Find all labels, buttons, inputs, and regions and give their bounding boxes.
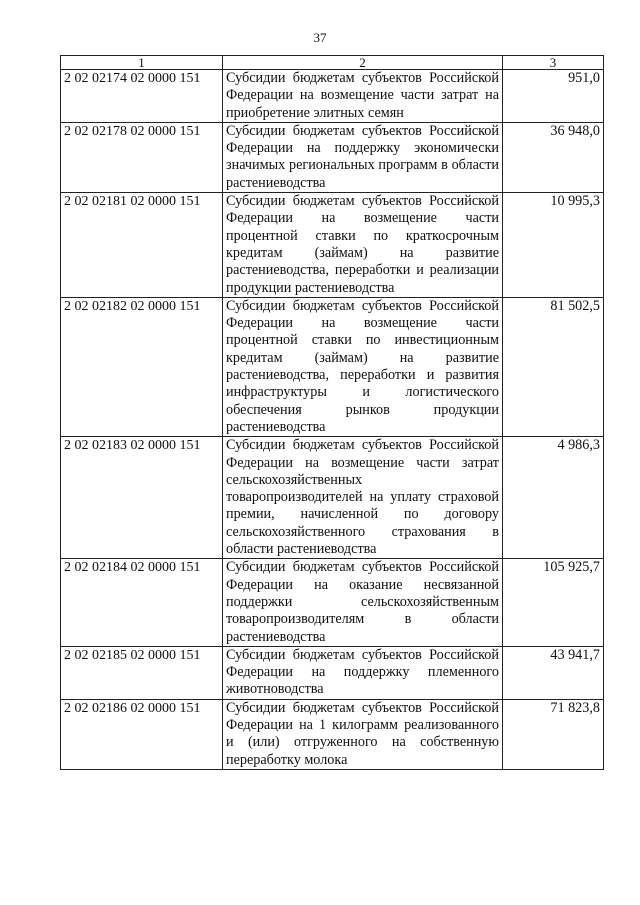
table-row [61,646,604,699]
row-amount: 81 502,5 [503,297,604,436]
row-name: Субсидии бюджетам субъектов Российской Федерации на поддержку экономически значимых региональных программ в области растениеводства [223,122,503,192]
row-name: Субсидии бюджетам субъектов Российской Федерации на поддержку племенного животноводства [223,646,503,699]
table-row [61,122,604,192]
table-row [61,193,604,298]
row-name: Субсидии бюджетам субъектов Российской Федерации на 1 килограмм реализованного и (или) отгруженного на собственную переработку молока [223,699,503,769]
row-code: 2 02 02184 02 0000 151 [61,559,223,646]
table-row [61,437,604,559]
row-code: 2 02 02178 02 0000 151 [61,122,223,192]
column-header-amount: 3 [503,56,604,70]
row-code: 2 02 02174 02 0000 151 [61,70,223,123]
row-name: Субсидии бюджетам субъектов Российской Федерации на возмещение части процентной ставки по инвестиционным кредитам (займам) на развитие растениеводства, переработки и развития инфраструктуры и логистического обеспечения рынков продукции растениеводства [223,297,503,436]
row-amount: 10 995,3 [503,193,604,298]
column-header-code: 1 [61,56,223,70]
row-name: Субсидии бюджетам субъектов Российской Федерации на возмещение части процентной ставки по краткосрочным кредитам (займам) на развитие растениеводства, переработки и реализации продукции растениеводства [223,193,503,298]
row-name: Субсидии бюджетам субъектов Российской Федерации на возмещение части затрат на приобретение элитных семян [223,70,503,123]
row-name: Субсидии бюджетам субъектов Российской Федерации на оказание несвязанной поддержки сельскохозяйственным товаропроизводителям в области растениеводства [223,559,503,646]
row-amount: 43 941,7 [503,646,604,699]
row-amount: 36 948,0 [503,122,604,192]
column-header-name: 2 [223,56,503,70]
budget-revenue-table [60,55,604,770]
row-amount: 951,0 [503,70,604,123]
row-code: 2 02 02186 02 0000 151 [61,699,223,769]
row-amount: 105 925,7 [503,559,604,646]
row-code: 2 02 02185 02 0000 151 [61,646,223,699]
row-name: Субсидии бюджетам субъектов Российской Федерации на возмещение части затрат сельскохозяйственных товаропроизводителей на уплату страховой премии, начисленной по договору сельскохозяйственного страхования в области растениеводства [223,437,503,559]
row-code: 2 02 02182 02 0000 151 [61,297,223,436]
row-code: 2 02 02183 02 0000 151 [61,437,223,559]
row-amount: 4 986,3 [503,437,604,559]
row-amount: 71 823,8 [503,699,604,769]
page-number: 37 [313,30,327,45]
row-code: 2 02 02181 02 0000 151 [61,193,223,298]
table-header-row [61,56,604,70]
table-row [61,70,604,123]
table-row [61,699,604,769]
table-row [61,559,604,646]
table-row [61,297,604,436]
